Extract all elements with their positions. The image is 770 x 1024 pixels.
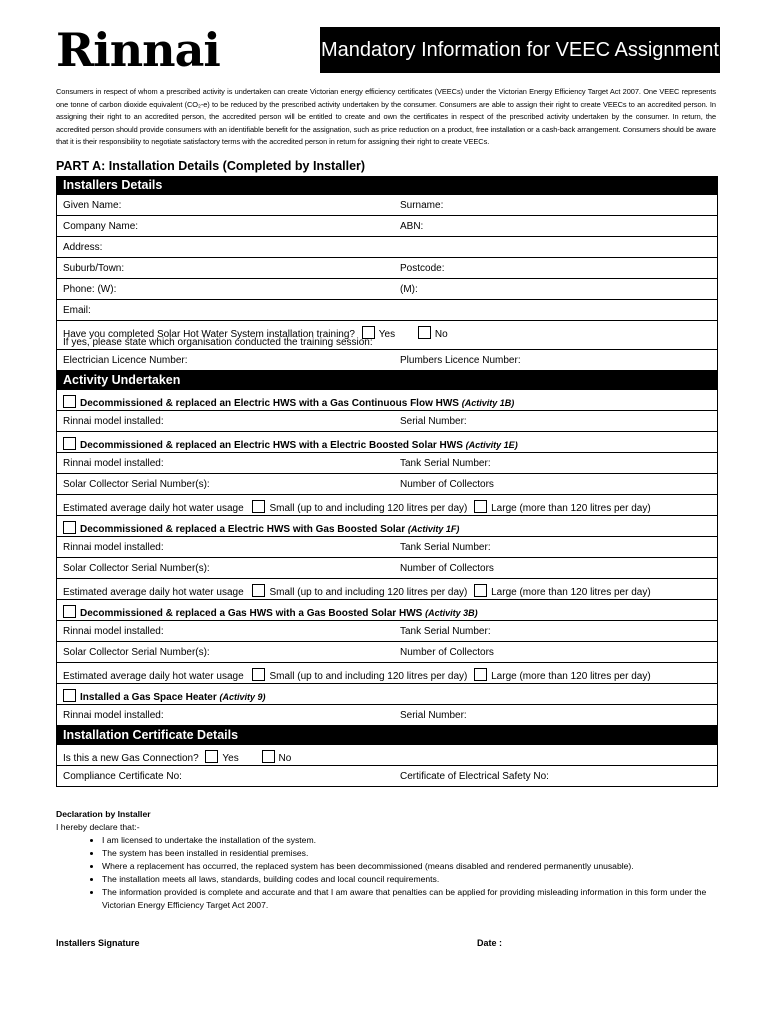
model-label: Rinnai model installed: xyxy=(63,626,164,637)
num-collectors-label: Number of Collectors xyxy=(400,647,494,658)
gas-no-label: No xyxy=(278,753,292,764)
certificate-heading: Installation Certificate Details xyxy=(57,726,717,745)
rinnai-logo: Rinnai xyxy=(56,23,220,77)
electrical-safety-label: Certificate of Electrical Safety No: xyxy=(400,771,549,782)
usage-large-checkbox[interactable] xyxy=(474,584,487,597)
row-3b-collector[interactable] xyxy=(57,642,717,663)
usage-small-checkbox[interactable] xyxy=(252,584,265,597)
row-1b-model[interactable] xyxy=(57,411,717,432)
row-phone[interactable] xyxy=(57,279,717,300)
usage-small-label: Small (up to and including 120 litres per day) xyxy=(269,587,468,598)
activity-3b-code: (Activity 3B) xyxy=(425,608,478,618)
usage-large-label: Large (more than 120 litres per day) xyxy=(491,503,651,514)
collector-serial-label: Solar Collector Serial Number(s): xyxy=(63,563,210,574)
activity-9-checkbox[interactable] xyxy=(63,689,76,702)
usage-small-checkbox[interactable] xyxy=(252,500,265,513)
activity-9-code: (Activity 9) xyxy=(219,692,266,702)
gas-connection-question: Is this a new Gas Connection? xyxy=(63,753,199,764)
row-training xyxy=(57,321,717,350)
serial-label: Serial Number: xyxy=(400,710,467,721)
row-1e-usage xyxy=(57,495,717,516)
row-company[interactable] xyxy=(57,216,717,237)
row-activity-1f xyxy=(57,516,717,537)
installers-details-heading: Installers Details xyxy=(57,176,717,195)
training-org-label: If yes, please state which organisation conducted the training session: xyxy=(63,337,373,348)
part-a-heading: PART A: Installation Details (Completed by Installer) xyxy=(56,159,366,173)
row-email[interactable] xyxy=(57,300,717,321)
tank-serial-label: Tank Serial Number: xyxy=(400,542,491,553)
model-label: Rinnai model installed: xyxy=(63,458,164,469)
declaration-item: • The installation meets all laws, standards, building codes and local council requirements. xyxy=(102,873,721,886)
declaration-lead: I hereby declare that:- xyxy=(56,822,140,832)
model-label: Rinnai model installed: xyxy=(63,416,164,427)
installation-form xyxy=(56,176,718,787)
tank-serial-label: Tank Serial Number: xyxy=(400,626,491,637)
row-1e-model[interactable] xyxy=(57,453,717,474)
plumber-licence-label: Plumbers Licence Number: xyxy=(400,355,521,366)
activity-heading: Activity Undertaken xyxy=(57,371,717,390)
row-activity-1b xyxy=(57,390,717,411)
row-certificates[interactable] xyxy=(57,766,717,787)
activity-1b-checkbox[interactable] xyxy=(63,395,76,408)
activity-3b-label: Decommissioned & replaced a Gas HWS with a Gas Boosted Solar HWS xyxy=(80,608,423,619)
row-3b-usage xyxy=(57,663,717,684)
declaration-item: • Where a replacement has occurred, the replaced system has been decommissioned (means disabled and rendered permanently unusable). xyxy=(102,860,721,873)
compliance-certificate-label: Compliance Certificate No: xyxy=(63,771,182,782)
activity-1b-code: (Activity 1B) xyxy=(461,398,515,408)
company-label: Company Name: xyxy=(63,221,139,232)
declaration-item: • The information provided is complete and accurate and that I am aware that penalties can be applied for providing misleading information in this form under the Victorian Energy Efficiency Target Act 2007. xyxy=(102,886,721,912)
row-activity-1e xyxy=(57,432,717,453)
activity-1f-code: (Activity 1F) xyxy=(407,524,460,534)
activity-1e-code: (Activity 1E) xyxy=(465,440,518,450)
usage-large-checkbox[interactable] xyxy=(474,668,487,681)
row-1f-usage xyxy=(57,579,717,600)
usage-label: Estimated average daily hot water usage xyxy=(63,587,244,598)
surname-label: Surname: xyxy=(400,200,444,211)
row-1f-collector[interactable] xyxy=(57,558,717,579)
declaration xyxy=(56,808,721,912)
collector-serial-label: Solar Collector Serial Number(s): xyxy=(63,647,210,658)
usage-small-label: Small (up to and including 120 litres per day) xyxy=(269,503,468,514)
activity-3b-checkbox[interactable] xyxy=(63,605,76,618)
phone-m-label: (M): xyxy=(400,284,418,295)
electrician-licence-label: Electrician Licence Number: xyxy=(63,355,188,366)
declaration-item: • I am licensed to undertake the installation of the system. xyxy=(102,834,721,847)
training-no-checkbox[interactable] xyxy=(418,326,431,339)
declaration-item: • The system has been installed in residential premises. xyxy=(102,847,721,860)
page-title: Mandatory Information for VEEC Assignment xyxy=(320,27,720,73)
row-activity-3b xyxy=(57,600,717,621)
usage-large-label: Large (more than 120 litres per day) xyxy=(491,671,651,682)
given-name-label: Given Name: xyxy=(63,200,122,211)
collector-serial-label: Solar Collector Serial Number(s): xyxy=(63,479,210,490)
usage-large-label: Large (more than 120 litres per day) xyxy=(491,587,651,598)
date-label: Date : xyxy=(477,938,503,948)
installer-signature-label: Installers Signature xyxy=(56,938,140,948)
gas-yes-checkbox[interactable] xyxy=(205,750,218,763)
model-label: Rinnai model installed: xyxy=(63,542,164,553)
activity-1b-label: Decommissioned & replaced an Electric HWS with a Gas Continuous Flow HWS xyxy=(80,398,459,409)
email-label: Email: xyxy=(63,305,91,316)
row-1e-collector[interactable] xyxy=(57,474,717,495)
model-label: Rinnai model installed: xyxy=(63,710,164,721)
abn-label: ABN: xyxy=(400,221,424,232)
postcode-label: Postcode: xyxy=(400,263,445,274)
row-licences[interactable] xyxy=(57,350,717,371)
training-no-label: No xyxy=(434,329,448,340)
row-9-model[interactable] xyxy=(57,705,717,726)
declaration-list xyxy=(56,834,721,912)
activity-1f-label: Decommissioned & replaced a Electric HWS with Gas Boosted Solar xyxy=(80,524,406,535)
usage-small-checkbox[interactable] xyxy=(252,668,265,681)
row-3b-model[interactable] xyxy=(57,621,717,642)
num-collectors-label: Number of Collectors xyxy=(400,563,494,574)
training-yes-label: Yes xyxy=(378,329,396,340)
usage-label: Estimated average daily hot water usage xyxy=(63,671,244,682)
gas-yes-label: Yes xyxy=(222,753,239,764)
intro-text: Consumers in respect of whom a prescribed activity is undertaken can create Victorian energy efficiency certificates (VEECs) under the Victorian Energy Efficiency Target Act 2007. One VEEC represents one tonne of carbon dioxide equivalent (CO₂-e) to be reduced by the prescribed activity undertaken by the consumer. Consumers are able to assign their right to create VEECs to an accredited person. In assigning their right to an accredited person, the accredited person will be entitled to create and own the certificates in respect of the prescribed activity undertaken by the consumer. In return, the accredited person should provide consumers with an identifiable benefit for the assignation, such as price reduction on a product, free installation or a cash-back arrangement. Consumers should be aware that it is their responsibility to negotiate satisfactory terms with the accredited person in return for assigning their right to create VEECs. xyxy=(56,87,716,147)
num-collectors-label: Number of Collectors xyxy=(400,479,494,490)
usage-small-label: Small (up to and including 120 litres per day) xyxy=(269,671,468,682)
row-1f-model[interactable] xyxy=(57,537,717,558)
activity-1f-checkbox[interactable] xyxy=(63,521,76,534)
row-gas-connection xyxy=(57,745,717,766)
usage-large-checkbox[interactable] xyxy=(474,500,487,513)
row-activity-9 xyxy=(57,684,717,705)
row-address[interactable] xyxy=(57,237,717,258)
declaration-title: Declaration by Installer xyxy=(56,809,151,819)
serial-label: Serial Number: xyxy=(400,416,467,427)
training-question-text: Have you completed Solar Hot Water System installation training? xyxy=(63,329,355,340)
row-given-name[interactable] xyxy=(57,195,717,216)
activity-9-label: Installed a Gas Space Heater xyxy=(80,692,217,703)
usage-label: Estimated average daily hot water usage xyxy=(63,503,244,514)
activity-1e-checkbox[interactable] xyxy=(63,437,76,450)
tank-serial-label: Tank Serial Number: xyxy=(400,458,491,469)
suburb-label: Suburb/Town: xyxy=(63,263,125,274)
activity-1e-label: Decommissioned & replaced an Electric HWS with a Electric Boosted Solar HWS xyxy=(80,440,463,451)
phone-w-label: Phone: (W): xyxy=(63,284,117,295)
address-label: Address: xyxy=(63,242,103,253)
gas-no-checkbox[interactable] xyxy=(262,750,275,763)
row-suburb[interactable] xyxy=(57,258,717,279)
